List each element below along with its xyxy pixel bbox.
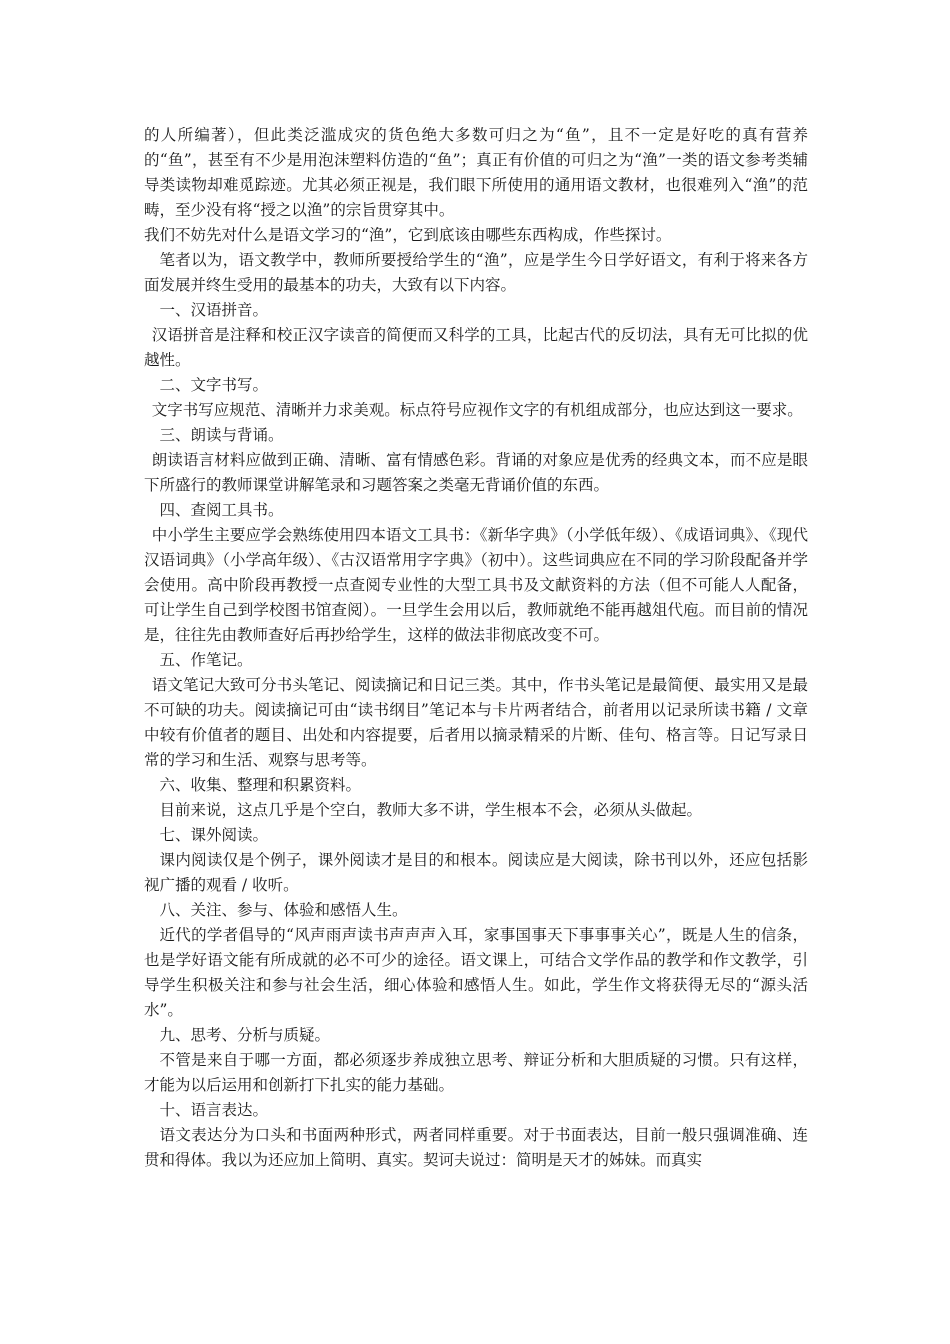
section-heading: 六、收集、整理和积累资料。 (159, 776, 362, 794)
document-body (144, 123, 808, 1173)
body-paragraph: 中小学生主要应学会熟练使用四本语文工具书：《新华字典》（小学低年级）、《成语词典》、《现代汉语词典》（小学高年级）、《古汉语常用字字典》（初中）。这些词典应在不同的学习阶段配备并学会使用。高中阶段再教授一点查阅专业性的大型工具书及文献资料的方法（但不可能人人配备，可让学生自己到学校图书馆查阅）。一旦学生会用以后，教师就绝不能再越俎代庖。而目前的情况是，往往先由教师查好后再抄给学生，这样的做法非彻底改变不可。 (144, 526, 808, 644)
body-paragraph: 笔者以为，语文教学中，教师所要授给学生的“渔”，应是学生今日学好语文，有利于将来各方面发展并终生受用的最基本的功夫，大致有以下内容。 (144, 251, 808, 294)
body-paragraph: 文字书写应规范、清晰并力求美观。标点符号应视作文字的有机组成部分，也应达到这一要求。 (151, 401, 803, 419)
section-heading: 三、朗读与背诵。 (159, 426, 284, 444)
body-paragraph: 我们不妨先对什么是语文学习的“渔”，它到底该由哪些东西构成，作些探讨。 (144, 226, 672, 244)
section-heading: 五、作笔记。 (159, 651, 253, 669)
section-heading: 四、查阅工具书。 (159, 501, 284, 519)
body-paragraph: 汉语拼音是注释和校正汉字读音的简便而又科学的工具，比起古代的反切法，具有无可比拟的优越性。 (144, 326, 808, 369)
body-paragraph: 语文笔记大致可分书头笔记、阅读摘记和日记三类。其中，作书头笔记是最简便、最实用又是最不可缺的功夫。阅读摘记可由“读书纲目”笔记本与卡片两者结合，前者用以记录所读书籍 / 文章中较有价值者的题目、出处和内容提要，后者用以摘录精采的片断、佳句、格言等。日记写录日常的学习和生活、观察与思考等。 (144, 676, 808, 769)
body-paragraph: 朗读语言材料应做到正确、清晰、富有情感色彩。背诵的对象应是优秀的经典文本，而不应是眼下所盛行的教师课堂讲解笔录和习题答案之类毫无背诵价值的东西。 (144, 451, 808, 494)
body-paragraph: 的人所编著），但此类泛滥成灾的货色绝大多数可归之为“鱼”，且不一定是好吃的真有营养的“鱼”，甚至有不少是用泡沫塑料仿造的“鱼”；真正有价值的可归之为“渔”一类的语文参考类辅导类读物却难觅踪迹。尤其必须正视是，我们眼下所使用的通用语文教材，也很难列入“渔”的范畴，至少没有将“授之以渔”的宗旨贯穿其中。 (144, 126, 808, 219)
body-paragraph: 目前来说，这点几乎是个空白，教师大多不讲，学生根本不会，必须从头做起。 (159, 801, 703, 819)
section-heading: 二、文字书写。 (159, 376, 269, 394)
body-paragraph: 课内阅读仅是个例子，课外阅读才是目的和根本。阅读应是大阅读，除书刊以外，还应包括影视广播的观看 / 收听。 (144, 851, 808, 894)
section-heading: 九、思考、分析与质疑。 (159, 1026, 331, 1044)
section-heading: 七、课外阅读。 (159, 826, 269, 844)
section-heading: 一、汉语拼音。 (159, 301, 269, 319)
body-paragraph: 近代的学者倡导的“风声雨声读书声声声入耳，家事国事天下事事事关心”，既是人生的信条，也是学好语文能有所成就的必不可少的途径。语文课上，可结合文学作品的教学和作文教学，引导学生积极关注和参与社会生活，细心体验和感悟人生。如此，学生作文将获得无尽的“源头活水”。 (144, 926, 808, 1019)
body-paragraph: 语文表达分为口头和书面两种形式，两者同样重要。对于书面表达，目前一般只强调准确、连贯和得体。我以为还应加上简明、真实。契诃夫说过：简明是天才的姊妹。而真实 (144, 1126, 808, 1169)
section-heading: 八、关注、参与、体验和感悟人生。 (159, 901, 408, 919)
section-heading: 十、语言表达。 (159, 1101, 269, 1119)
body-paragraph: 不管是来自于哪一方面，都必须逐步养成独立思考、辩证分析和大胆质疑的习惯。只有这样，才能为以后运用和创新打下扎实的能力基础。 (144, 1051, 808, 1094)
